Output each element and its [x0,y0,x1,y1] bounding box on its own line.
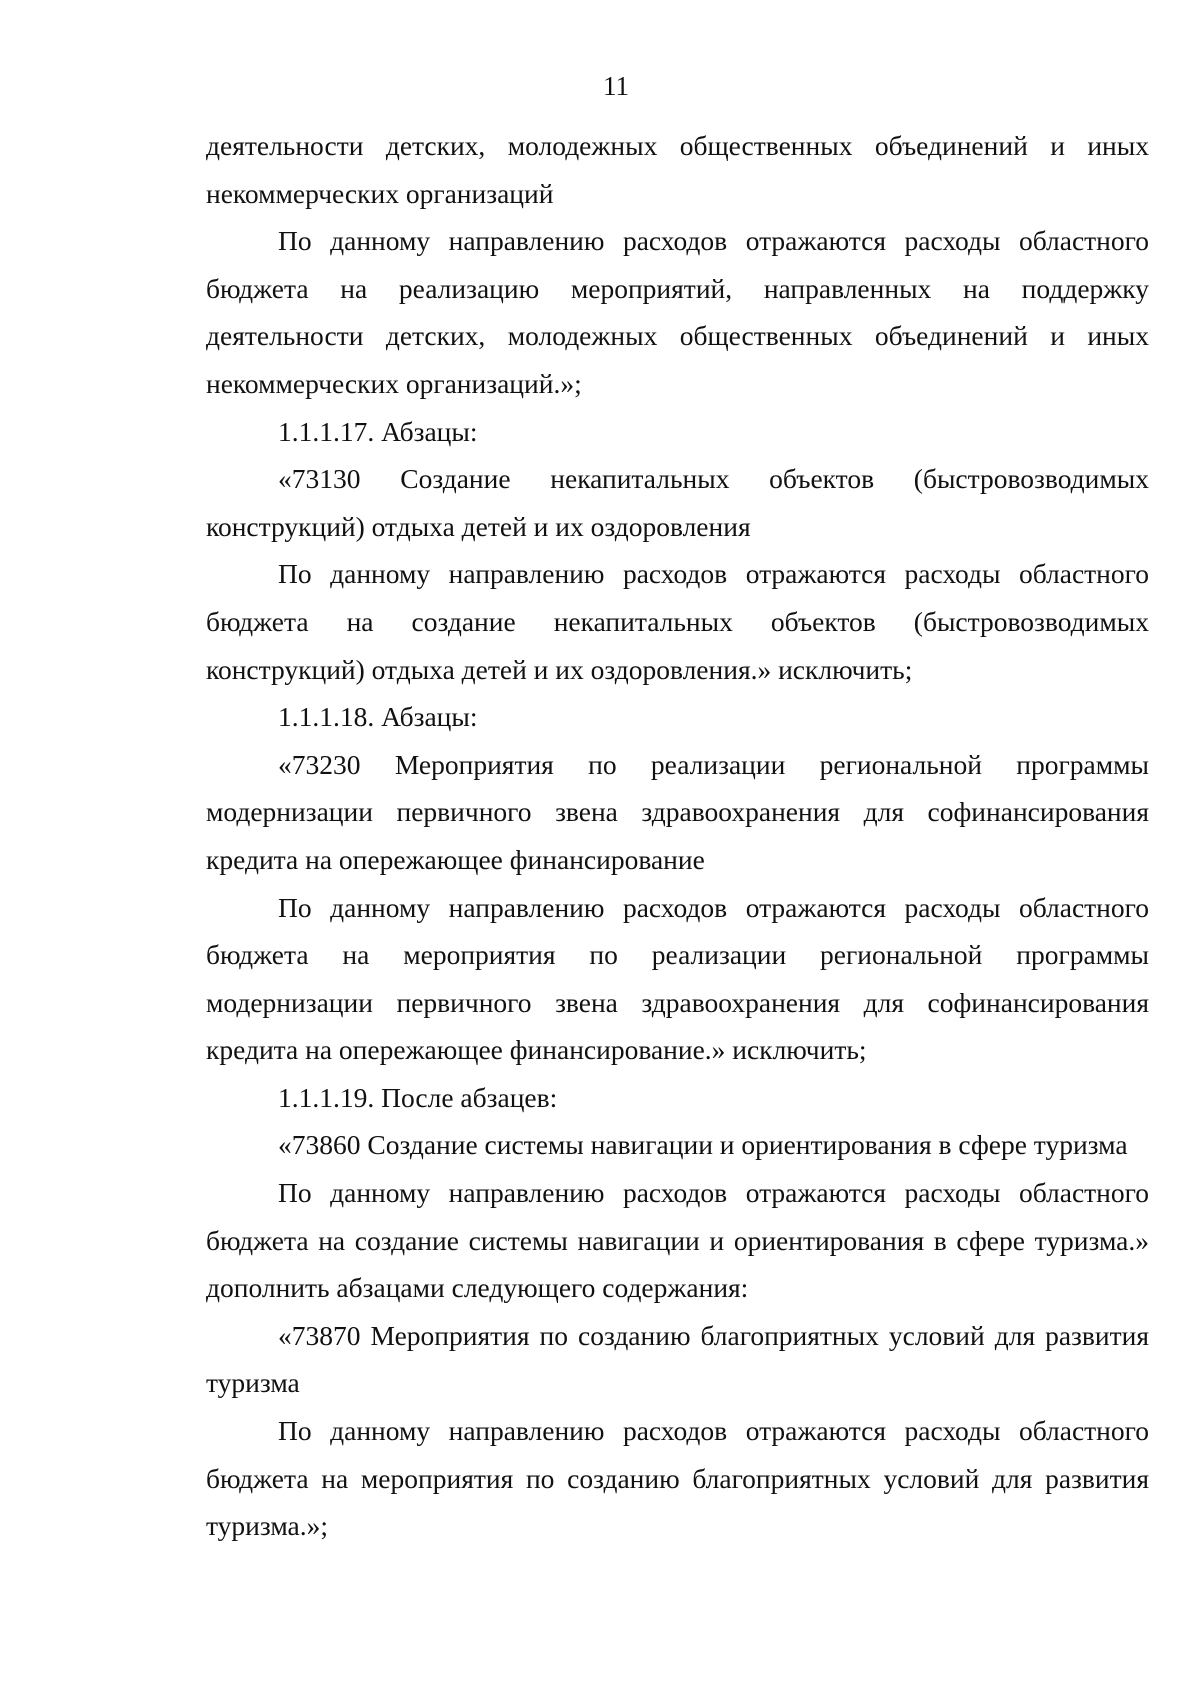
paragraph-description: По данному направлению расходов отражаются расходы областного бюджета на мероприятия по реализации региональной программы модернизации первичного звена здравоохранения для софинансирования кредита на опережающее финансирование.» исключить; [206,891,1149,1066]
section-heading-1-1-1-18: 1.1.1.18. Абзацы: [278,701,478,733]
paragraph-code-73870: «73870 Мероприятия по созданию благоприятных условий для развития туризма [206,1319,1149,1399]
page-number: 11 [603,71,629,101]
paragraph-description: По данному направлению расходов отражаются расходы областного бюджета на мероприятия по созданию благоприятных условий для развития туризма.»; [206,1415,1149,1542]
paragraph-code-73230: «73230 Мероприятия по реализации региональной программы модернизации первичного звена здравоохранения для софинансирования кредита на опережающее финансирование [206,748,1149,875]
paragraph-description: По данному направлению расходов отражаются расходы областного бюджета на создание системы навигации и ориентирования в сфере туризма.» дополнить абзацами следующего содержания: [206,1177,1149,1304]
paragraph-continuation: деятельности детских, молодежных общественных объединений и иных некоммерческих организаций [206,130,1149,209]
document-body [206,122,1149,1550]
section-heading-1-1-1-19: 1.1.1.19. После абзацев: [278,1081,558,1113]
paragraph-code-73860: «73860 Создание системы навигации и ориентирования в сфере туризма [278,1129,1128,1161]
paragraph-code-73130: «73130 Создание некапитальных объектов (быстровозводимых конструкций) отдыха детей и их оздоровления [206,463,1149,542]
paragraph-description: По данному направлению расходов отражаются расходы областного бюджета на создание некапитальных объектов (быстровозводимых конструкций) отдыха детей и их оздоровления.» исключить; [206,558,1149,685]
section-heading-1-1-1-17: 1.1.1.17. Абзацы: [278,415,478,447]
paragraph-description: По данному направлению расходов отражаются расходы областного бюджета на реализацию мероприятий, направленных на поддержку деятельности детских, молодежных общественных объединений и иных некоммерческих организаций.»; [206,225,1149,399]
